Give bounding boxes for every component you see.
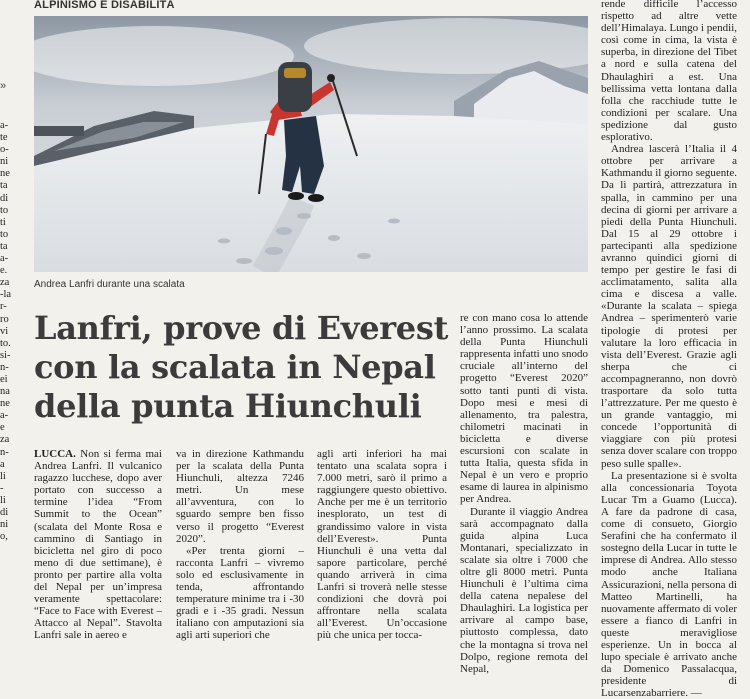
strip-line: na [0, 386, 10, 398]
headline [34, 309, 474, 426]
strip-line: li [0, 494, 6, 506]
headline-line-3: della punta Hiunchuli [34, 387, 422, 425]
photo-caption: Andrea Lanfri durante una scalata [34, 279, 185, 290]
strip-line: ro [0, 313, 9, 325]
strip-line: ne [0, 398, 10, 410]
strip-line: n- [0, 361, 9, 373]
col5-paragraph: Andrea lascerà l’Italia il 4 ottobre per arrivare a Kathmandu il giorno seguente. Da lì partirà, attrezzatura in spalla, in cammino per una decina di giorni per arrivare a piedi della Punta Hiunchuli. Dal 15 al 29 ottobre i partecipanti alla spedizione avranno quindici giorni di tempo per gestire le fasi di acclimatamento, salita alla cima e discesa a valle. «Durante la scalata – spiega Andrea – sperimenterò varie tipologie di protesi per valutare la loro efficacia in vista dell’Everest. Grazie agli sherpa che ci accompagneranno, non dovrò trasportare da solo tutta l’attrezzature. Per me questo è un grande vantaggio, mi concede l’opportunità di viaggiare con più protesi senza dover scalare con troppo peso sulle spalle». [601, 143, 737, 470]
dateline: LUCCA. [34, 448, 76, 460]
strip-line: ne [0, 168, 10, 180]
strip-line: a- [0, 410, 9, 422]
section-label: ALPINISMO E DISABILITÀ [34, 0, 175, 11]
col2-paragraph: va in direzione Kathmandu per la scalata della Punta Hiunchuli, altezza 7246 metri. Un mese all’avventura, con lo sguardo sempre ben fisso verso il progetto “Everest 2020”. [176, 448, 304, 545]
article-column-5 [601, 0, 737, 699]
strip-line: te [0, 132, 8, 144]
strip-line: r- [0, 301, 7, 313]
col5-paragraph: rende difficile l’accesso rispetto ad altre vette dell’Himalaya. Lungo i pendii, così come in cima, la vista è superba, in direzione del Tibet a nord e sulla catena del Dhaulaghiri a est. Una bellissima vetta lontana dalla folla che racchiude tutte le condizioni per scalare. Una spedizione dal gusto esplorativo. [601, 0, 737, 144]
headline-line-2: con la scalata in Nepal [34, 348, 436, 386]
strip-line: e [0, 422, 5, 434]
strip-line: a- [0, 253, 9, 265]
article-column-3 [317, 448, 447, 642]
strip-line: e. [0, 265, 8, 277]
strip-line: o- [0, 144, 9, 156]
strip-line: di [0, 507, 9, 518]
col3-paragraph: agli arti inferiori ha mai tentato una scalata sopra i 7.000 metri, sarò il primo a raggiungere questo obiettivo. Anche per me è un territorio inesplorato, un test di grandissimo valore in vista dell’Everest». Punta Hiunchuli è una vetta dal sapore particolare, perché quando arriverà in cima Lanfri si troverà nelle stesse condizioni che dovrà poi affrontare nella scalata all’Everest. Un’occasione più che unica per tocca- [317, 448, 447, 642]
strip-line: n- [0, 446, 9, 458]
strip-line: vi [0, 325, 9, 337]
strip-line: a- [0, 120, 9, 131]
col4-paragraph: re con mano cosa lo attende l’anno prossimo. La scalata della Punta Hiunchuli rappresenta infatti uno snodo cruciale all’interno del progetto “Everest 2020” sotto tanti punti di vista. Dopo mesi e mesi di allenamento, tra palestra, chilometri macinati in bicicletta e diverse escursioni con scalate in tutta Italia, questa sfida in Nepal è un vero e proprio esame di laurea in alpinismo per Andrea. [460, 312, 588, 506]
fold-marker: » [0, 80, 7, 92]
climber-in-snow-image [34, 16, 588, 272]
strip-line: ei [0, 373, 8, 385]
strip-line: ta [0, 240, 8, 252]
strip-line: to [0, 204, 9, 216]
strip-line: to. [0, 337, 11, 349]
adjacent-article-strip [0, 0, 12, 623]
col4-paragraph: Durante il viaggio Andrea sarà accompagnato dalla guida alpina Luca Montanari, specializzato in scalate sia oltre i 7000 che oltre gli 8000 metri. Punta Hiunchuli è l’ultima cima della catena nepalese del Dhaulaghiri. La logistica per arrivare al campo base, piuttosto complessa, dato che la montagna si trova nel Dolpo, regione remota del Nepal, [460, 505, 588, 675]
article-column-1 [34, 448, 162, 642]
headline-line-1: Lanfri, prove di Everest [34, 309, 449, 347]
strip-line: a [0, 458, 5, 470]
article-column-4 [460, 312, 588, 675]
strip-line: ta [0, 180, 8, 192]
strip-line: si- [0, 349, 11, 361]
strip-line: ti [0, 216, 6, 228]
article-column-2 [176, 448, 304, 642]
col2-paragraph: «Per trenta giorni – racconta Lanfri – vivremo solo ed esclusivamente in tenda, affrontando temperature minime tra i -30 gradi e i -35 gradi. Nessun italiano con amputazioni sia agli arti superiori che [176, 544, 304, 642]
strip-line: za [0, 277, 10, 289]
col5-paragraph: La presentazione si è svolta alla concessionaria Toyota Lucar Tm a Guamo (Lucca). A fare da padrone di casa, come di consueto, Giorgio Serafini che ha confermato il sostegno della Lucar in tutte le imprese di Andrea. Allo stesso modo anche Italiana Assicurazioni, nella persona di Matteo Martinelli, ha nuovamente affermato di voler essere a fianco di Lanfri in queste meravigliose esperienze. Un in bocca al lupo speciale è arrivato anche da Domenico Passalacqua, presidente di Lucarsenzabarriere. — [601, 469, 737, 699]
strip-line: za [0, 434, 10, 446]
strip-line: o, [0, 531, 8, 543]
article-photo [34, 16, 588, 272]
strip-line: di [0, 192, 9, 204]
strip-line: to [0, 228, 9, 240]
strip-line: ni [0, 519, 9, 531]
strip-line: - [0, 482, 4, 494]
col1-paragraph: LUCCA. Non si ferma mai Andrea Lanfri. Il vulcanico ragazzo lucchese, dopo aver portato con successo a termine l’idea “From Summit to the Ocean” (scalata del Monte Rosa e cammino di Santiago in bicicletta nel giro di poco meno di due settimane), è pronto per partire alla volta del Nepal per un’impresa veramente spettacolare: “Face to Face with Everest – Attacco al Nepal”. Stavolta Lanfri sale in aereo e [34, 448, 162, 642]
strip-line: li [0, 470, 6, 482]
strip-line: -la [0, 289, 12, 301]
strip-line: ni [0, 156, 9, 168]
